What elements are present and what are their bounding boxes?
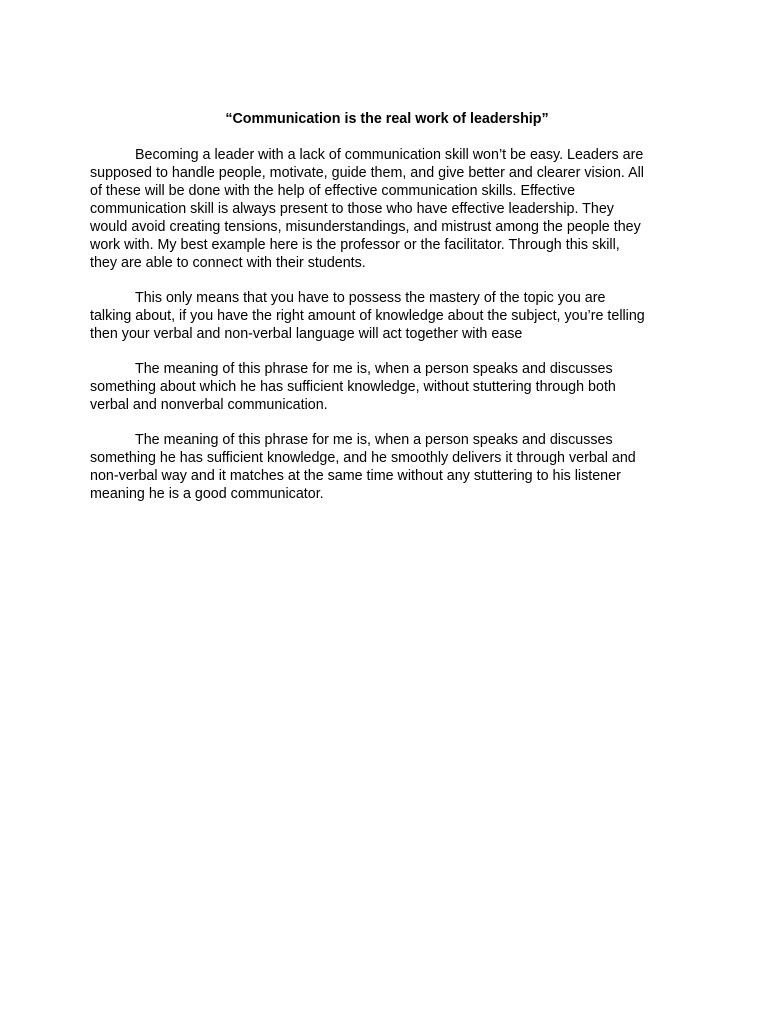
paragraph-line: The meaning of this phrase for me is, when a person speaks and discusses [135,432,613,448]
paragraph-line: Becoming a leader with a lack of communication skill won’t be easy. Leaders are [135,147,644,163]
paragraph-line: they are able to connect with their students. [90,255,366,271]
paragraph-1 [90,146,684,272]
paragraph-line: of these will be done with the help of effective communication skills. Effective [90,183,576,199]
document-body [90,146,684,503]
paragraph-line: non-verbal way and it matches at the same time without any stuttering to his listener [90,468,621,484]
paragraph-line: something about which he has sufficient knowledge, without stuttering through both [90,379,616,395]
paragraph-line: something he has sufficient knowledge, and he smoothly delivers it through verbal and [90,450,636,466]
paragraph-2 [90,289,684,343]
paragraph-line: work with. My best example here is the professor or the facilitator. Through this skill, [90,237,620,253]
paragraph-line: then your verbal and non-verbal language will act together with ease [90,326,523,342]
paragraph-line: communication skill is always present to those who have effective leadership. They [90,201,614,217]
paragraph-line: would avoid creating tensions, misunderstandings, and mistrust among the people they [90,219,641,235]
paragraph-3 [90,360,684,414]
paragraph-line: meaning he is a good communicator. [90,486,324,502]
paragraph-line: This only means that you have to possess the mastery of the topic you are [135,290,606,306]
paragraph-4 [90,431,684,503]
paragraph-line: supposed to handle people, motivate, guide them, and give better and clearer vision. All [90,165,644,181]
paragraph-line: The meaning of this phrase for me is, when a person speaks and discusses [135,361,613,377]
paragraph-line: talking about, if you have the right amount of knowledge about the subject, you’re telling [90,308,645,324]
document-title: “Communication is the real work of leadership” [225,111,549,127]
paragraph-line: verbal and nonverbal communication. [90,397,328,413]
